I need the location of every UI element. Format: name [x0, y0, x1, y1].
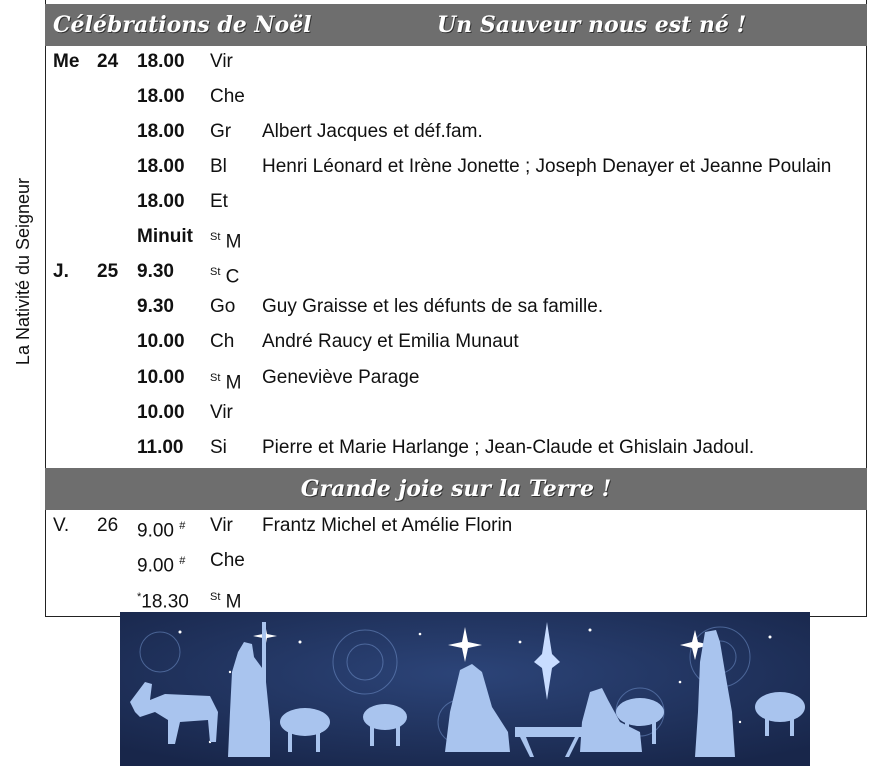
- header-subtitle: Un Sauveur nous est né !: [437, 12, 747, 38]
- date-cell: 25: [97, 261, 119, 282]
- place-cell: [210, 361, 242, 400]
- place-cell: Et: [210, 191, 228, 212]
- nativity-scene-icon: [120, 612, 810, 766]
- time-cell: 10.00: [137, 331, 185, 352]
- place-text: C: [220, 266, 240, 288]
- time-cell: 11.00: [137, 437, 184, 458]
- time-sup: #: [179, 555, 186, 567]
- place-text: M: [220, 372, 242, 394]
- intention-cell: Albert Jacques et déf.fam.: [262, 121, 483, 142]
- schedule-row: [45, 255, 867, 289]
- place-cell: Si: [210, 437, 227, 458]
- intention-cell: Guy Graisse et les défunts de sa famille.: [262, 296, 604, 317]
- schedule-row: [45, 580, 867, 614]
- side-label-text: La Nativité du Seigneur: [13, 177, 34, 365]
- section-title: Grande joie sur la Terre !: [300, 476, 612, 502]
- time-cell: 9.30: [137, 296, 174, 317]
- time-pre: *: [137, 591, 142, 603]
- schedule-row: [45, 431, 867, 465]
- header-bar-joy: [45, 468, 867, 510]
- place-sup: St: [210, 266, 221, 278]
- nativity-scene-illustration: [120, 612, 810, 766]
- time-cell: 10.00: [137, 402, 185, 423]
- time-text: 9.00: [137, 555, 174, 577]
- place-text: M: [220, 231, 242, 253]
- schedule-row: [45, 185, 867, 219]
- place-cell: Vir: [210, 515, 233, 536]
- place-cell: Che: [210, 86, 245, 107]
- time-cell: 18.00: [137, 191, 185, 212]
- schedule-row: [45, 45, 867, 79]
- intention-cell: Frantz Michel et Amélie Florin: [262, 515, 513, 536]
- place-cell: Vir: [210, 402, 233, 423]
- intention-cell: Geneviève Parage: [262, 367, 420, 388]
- intention-cell: André Raucy et Emilia Munaut: [262, 331, 519, 352]
- time-cell: 18.00: [137, 51, 185, 72]
- place-cell: Vir: [210, 51, 233, 72]
- intention-cell: Henri Léonard et Irène Jonette ; Joseph Denayer et Jeanne Poulain: [262, 156, 832, 177]
- place-sup: St: [210, 591, 221, 603]
- time-cell: 18.00: [137, 86, 185, 107]
- place-cell: Ch: [210, 331, 235, 352]
- day-cell: J.: [53, 261, 69, 282]
- place-cell: Gr: [210, 121, 232, 142]
- place-cell: [210, 220, 242, 259]
- place-cell: Bl: [210, 156, 227, 177]
- schedule-row: [45, 150, 867, 184]
- place-sup: St: [210, 231, 221, 243]
- day-cell: V.: [53, 515, 70, 536]
- header-bar-christmas: [45, 4, 867, 46]
- time-cell: 18.00: [137, 156, 185, 177]
- time-text: 9.00: [137, 520, 174, 542]
- place-sup: St: [210, 372, 221, 384]
- schedule-row: [45, 80, 867, 114]
- time-sup: #: [179, 520, 186, 532]
- time-cell: 9.30: [137, 261, 174, 282]
- day-cell: Me: [53, 51, 80, 72]
- schedule-row: [45, 396, 867, 430]
- schedule-row: [45, 509, 867, 543]
- date-cell: 26: [97, 515, 119, 536]
- side-label: [6, 36, 42, 506]
- time-cell: [137, 544, 185, 583]
- schedule-row: [45, 325, 867, 359]
- schedule-row: [45, 115, 867, 149]
- time-cell: [137, 509, 185, 548]
- time-text: 18.30: [141, 591, 189, 613]
- schedule-row: [45, 290, 867, 324]
- intention-cell: Pierre et Marie Harlange ; Jean-Claude et Ghislain Jadoul.: [262, 437, 755, 458]
- schedule-row: [45, 220, 867, 254]
- time-cell: Minuit: [137, 226, 193, 247]
- schedule-row: [45, 544, 867, 578]
- place-cell: [210, 255, 239, 294]
- header-title: Célébrations de Noël: [53, 12, 312, 38]
- place-cell: Go: [210, 296, 236, 317]
- time-cell: 18.00: [137, 121, 185, 142]
- date-cell: 24: [97, 51, 119, 72]
- place-text: M: [220, 591, 242, 613]
- place-cell: Che: [210, 550, 245, 571]
- time-cell: 10.00: [137, 367, 185, 388]
- schedule-row: [45, 361, 867, 395]
